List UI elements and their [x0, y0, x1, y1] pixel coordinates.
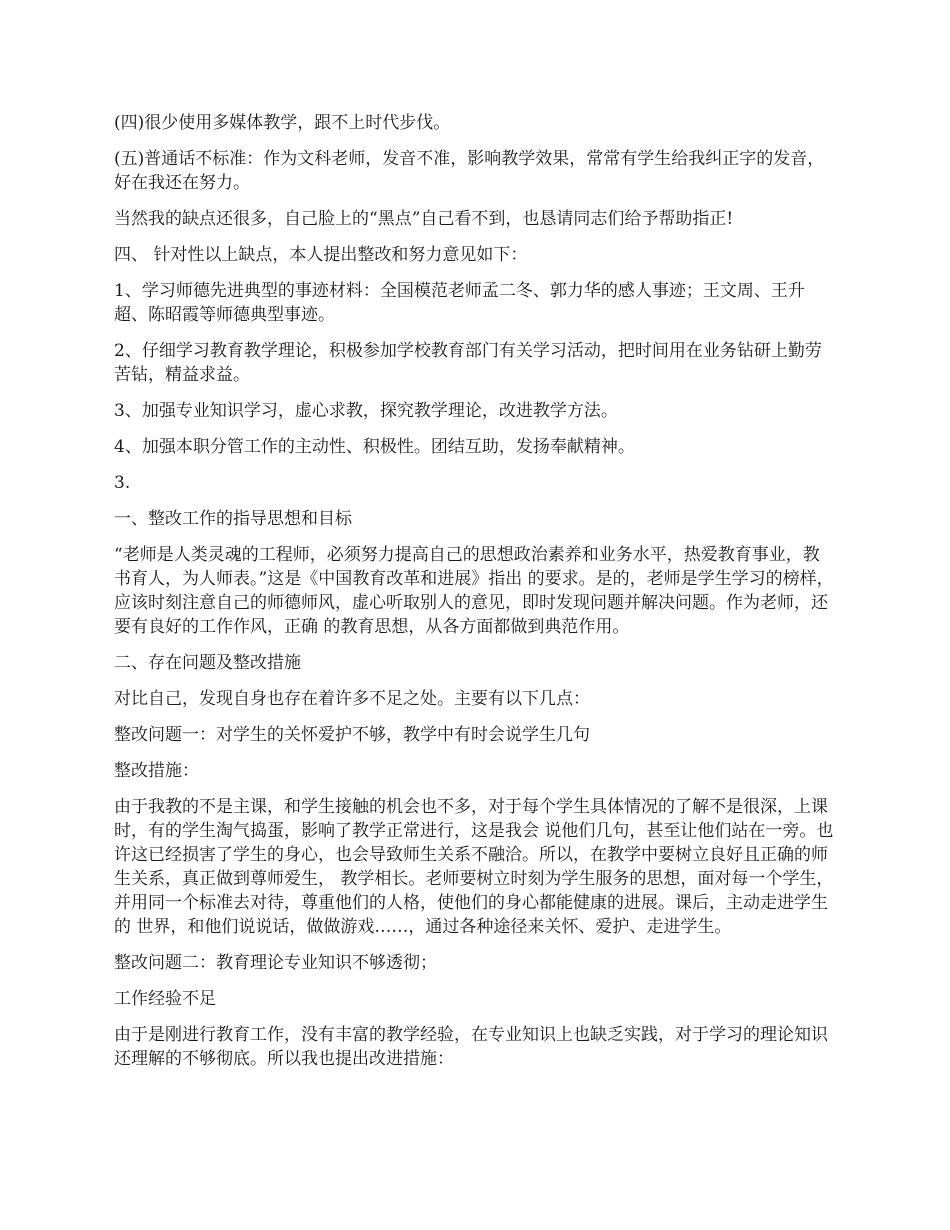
issue-heading: 整改问题二：教育理论专业知识不够透彻； — [114, 953, 437, 973]
list-item: 2、仔细学习教育教学理论，积极参加学校教育部门有关学习活动，把时间用在业务钻研上勤劳苦钻，精益求益。 — [114, 341, 822, 385]
issue-heading: 整改问题一：对学生的关怀爱护不够，教学中有时会说学生几句 — [114, 725, 590, 745]
paragraph: 对比自己，发现自身也存在着许多不足之处。主要有以下几点： — [114, 689, 590, 709]
section-heading: 四、 针对性以上缺点，本人提出整改和努力意见如下： — [114, 245, 528, 265]
document-body — [114, 111, 836, 1083]
paragraph: “老师是人类灵魂的工程师，必须努力提高自己的思想政治素养和业务水平，热爱教育事业，教书育人，为人师表。”这是《中国教育改革和进展》指出 的要求。是的，老师是学生学习的榜样，应该时刻注意自己的师德师风，虚心听取别人的意见，即时发现问题并解决问题。作为老师，还要有良好的工作作风，正确 的教育思想，从各方面都做到典范作用。 — [114, 545, 834, 637]
paragraph: 由于我教的不是主课，和学生接触的机会也不多，对于每个学生具体情况的了解不是很深，上课时，有的学生淘气捣蛋，影响了教学正常进行，这是我会 说他们几句，甚至让他们站在一旁。也许这已经损害了学生的身心，也会导致师生关系不融洽。所以，在教学中要树立良好且正确的师生关系，真正做到尊师爱生， 教学相长。老师要树立时刻为学生服务的思想，面对每一个学生，并用同一个标准去对待，尊重他们的人格，使他们的身心都能健康的进展。课后，主动走进学生的 世界，和他们说说话，做做游戏……，通过各种途径来关怀、爱护、走进学生。 — [114, 797, 834, 937]
paragraph: 工作经验不足 — [114, 989, 216, 1009]
paragraph: (四)很少使用多媒体教学，跟不上时代步伐。 — [114, 113, 451, 133]
list-item: 4、加强本职分管工作的主动性、积极性。团结互助，发扬奉献精神。 — [114, 437, 635, 457]
paragraph: 由于是刚进行教育工作，没有丰富的教学经验，在专业知识上也缺乏实践，对于学习的理论知识还理解的不够彻底。所以我也提出改进措施： — [114, 1025, 828, 1069]
list-item: 1、学习师德先进典型的事迹材料：全国模范老师孟二冬、郭力华的感人事迹；王文周、王升超、陈昭霞等师德典型事迹。 — [114, 281, 805, 325]
section-heading: 二、存在问题及整改措施 — [114, 653, 301, 673]
list-item: 3、加强专业知识学习，虚心求教，探究教学理论，改进教学方法。 — [114, 401, 618, 421]
measures-label: 整改措施： — [114, 761, 199, 781]
section-heading: 一、整改工作的指导思想和目标 — [114, 509, 352, 529]
section-number: 3. — [114, 473, 131, 493]
paragraph: (五)普通话不标准：作为文科老师，发音不准，影响教学效果，常常有学生给我纠正字的发音，好在我还在努力。 — [114, 149, 825, 193]
paragraph: 当然我的缺点还很多，自己脸上的“黑点”自己看不到，也恳请同志们给予帮助指正! — [114, 209, 734, 229]
